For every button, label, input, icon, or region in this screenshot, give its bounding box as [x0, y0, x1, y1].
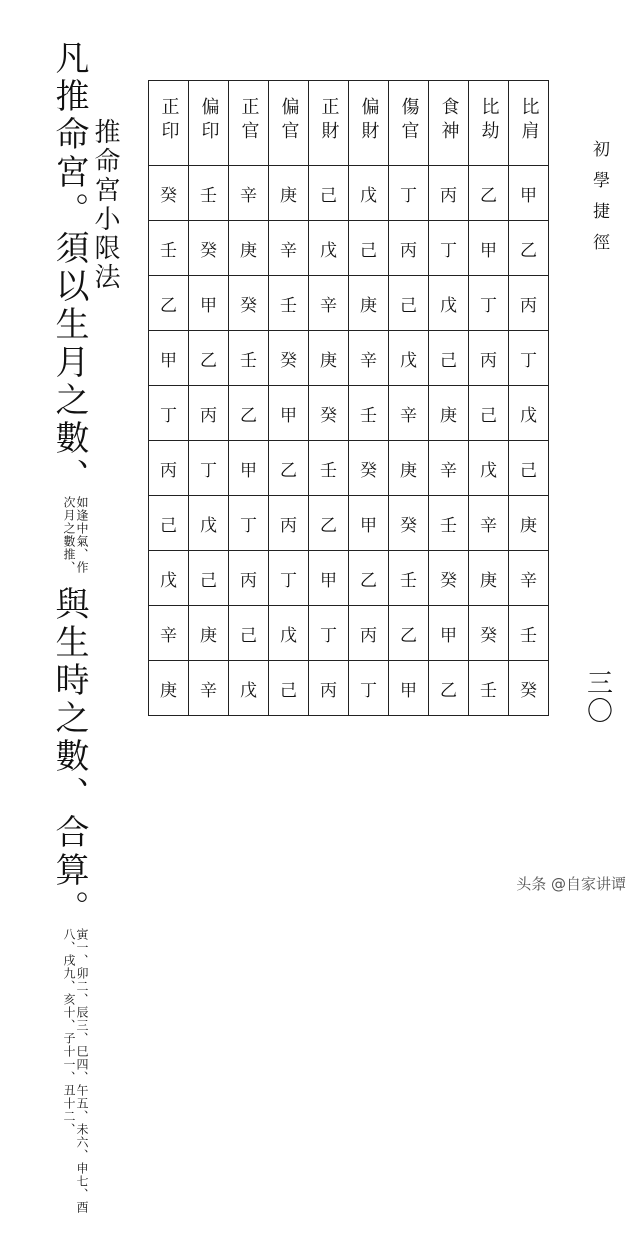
- table-cell: 甲: [389, 661, 429, 716]
- table-cell: 丁: [389, 166, 429, 221]
- table-cell: 丙: [309, 661, 349, 716]
- table-cell: 乙: [349, 551, 389, 606]
- table-cell: 辛: [149, 606, 189, 661]
- table-cell: 乙: [189, 331, 229, 386]
- table-row: [149, 166, 549, 221]
- table-cell: 丙: [429, 166, 469, 221]
- table-cell: 己: [269, 661, 309, 716]
- table-cell: 己: [189, 551, 229, 606]
- main-text-segment-2: 與生時之數、合算。: [49, 586, 89, 928]
- table-cell: 己: [469, 386, 509, 441]
- running-title: 初學捷徑: [589, 140, 609, 264]
- table-cell: 辛: [309, 276, 349, 331]
- table-cell: 丁: [149, 386, 189, 441]
- table-cell: 壬: [509, 606, 549, 661]
- table-cell: 戊: [229, 661, 269, 716]
- table-header-label: 偏財: [358, 96, 380, 145]
- table-cell: 壬: [429, 496, 469, 551]
- table-cell: 壬: [149, 221, 189, 276]
- section-heading: 推命宮小限法: [90, 118, 120, 292]
- table-cell: 庚: [149, 661, 189, 716]
- table-cell: 甲: [469, 221, 509, 276]
- table-cell: 乙: [269, 441, 309, 496]
- table-cell: 己: [229, 606, 269, 661]
- table-cell: 壬: [389, 551, 429, 606]
- table-cell: 丁: [509, 331, 549, 386]
- table-cell: 癸: [389, 496, 429, 551]
- table-cell: 辛: [189, 661, 229, 716]
- table-row: [149, 606, 549, 661]
- table-cell: 庚: [309, 331, 349, 386]
- table-cell: 丁: [349, 661, 389, 716]
- table-cell: 壬: [229, 331, 269, 386]
- table-header-cell: [429, 81, 469, 166]
- ten-gods-stem-table: [148, 80, 549, 716]
- table-cell: 乙: [509, 221, 549, 276]
- table-header-cell: [149, 81, 189, 166]
- table-header-cell: [349, 81, 389, 166]
- table-cell: 丙: [149, 441, 189, 496]
- table-cell: 甲: [509, 166, 549, 221]
- table-row: [149, 496, 549, 551]
- annotation-note-1: 如逢中氣、作次月之數推、: [62, 496, 89, 574]
- table-cell: 庚: [269, 166, 309, 221]
- table-cell: 戊: [469, 441, 509, 496]
- table-cell: 丁: [469, 276, 509, 331]
- table-cell: 辛: [469, 496, 509, 551]
- table-cell: 戊: [429, 276, 469, 331]
- table-cell: 甲: [189, 276, 229, 331]
- table-cell: 辛: [229, 166, 269, 221]
- table-row: [149, 386, 549, 441]
- table-cell: 癸: [269, 331, 309, 386]
- table-header-cell: [189, 81, 229, 166]
- table-row: [149, 221, 549, 276]
- table-header-label: 比肩: [518, 96, 540, 145]
- table-header-label: 食神: [438, 96, 460, 145]
- table-cell: 己: [349, 221, 389, 276]
- table-cell: 丙: [269, 496, 309, 551]
- table-cell: 乙: [229, 386, 269, 441]
- table-cell: 乙: [429, 661, 469, 716]
- watermark: 头条 @自家讲谭: [516, 875, 626, 893]
- table-cell: 癸: [309, 386, 349, 441]
- table-cell: 丙: [469, 331, 509, 386]
- table-cell: 丙: [349, 606, 389, 661]
- table-cell: 乙: [389, 606, 429, 661]
- table-cell: 庚: [469, 551, 509, 606]
- table-cell: 丁: [309, 606, 349, 661]
- table-cell: 壬: [189, 166, 229, 221]
- table-cell: 庚: [229, 221, 269, 276]
- table-header-row: [149, 81, 549, 166]
- table-cell: 壬: [309, 441, 349, 496]
- table-header-label: 偏官: [278, 96, 300, 145]
- table-cell: 甲: [429, 606, 469, 661]
- table-header-cell: [509, 81, 549, 166]
- table-cell: 戊: [349, 166, 389, 221]
- table-cell: 戊: [389, 331, 429, 386]
- table-cell: 丙: [229, 551, 269, 606]
- table-cell: 己: [429, 331, 469, 386]
- table-cell: 丙: [189, 386, 229, 441]
- main-text-column: [49, 40, 89, 1234]
- main-text-segment-1: 凡推命宮。須以生月之數、: [49, 40, 89, 496]
- table-cell: 己: [509, 441, 549, 496]
- table-cell: 戊: [149, 551, 189, 606]
- table-header-label: 傷官: [398, 96, 420, 145]
- table-cell: 壬: [269, 276, 309, 331]
- table-cell: 甲: [149, 331, 189, 386]
- table-cell: 丁: [269, 551, 309, 606]
- table-cell: 丙: [509, 276, 549, 331]
- table-cell: 庚: [189, 606, 229, 661]
- table-cell: 辛: [389, 386, 429, 441]
- table-cell: 戊: [269, 606, 309, 661]
- table-cell: 己: [309, 166, 349, 221]
- table-cell: 庚: [349, 276, 389, 331]
- table-cell: 癸: [509, 661, 549, 716]
- page-number: 三〇: [586, 669, 613, 727]
- table-header-cell: [469, 81, 509, 166]
- table-cell: 辛: [429, 441, 469, 496]
- table-cell: 戊: [189, 496, 229, 551]
- table-cell: 癸: [429, 551, 469, 606]
- table-cell: 庚: [429, 386, 469, 441]
- table-header-label: 比劫: [478, 96, 500, 145]
- table-cell: 乙: [469, 166, 509, 221]
- table-cell: 辛: [269, 221, 309, 276]
- table-header-cell: [309, 81, 349, 166]
- table-header-cell: [229, 81, 269, 166]
- table-header-label: 正印: [158, 96, 180, 145]
- table-cell: 丁: [229, 496, 269, 551]
- table-cell: 癸: [149, 166, 189, 221]
- table-cell: 己: [149, 496, 189, 551]
- table-header-label: 正官: [238, 96, 260, 145]
- table-row: [149, 441, 549, 496]
- table-cell: 丁: [189, 441, 229, 496]
- table-cell: 甲: [269, 386, 309, 441]
- table-cell: 癸: [349, 441, 389, 496]
- table-header-label: 偏印: [198, 96, 220, 145]
- table-cell: 乙: [149, 276, 189, 331]
- table-row: [149, 661, 549, 716]
- table-header-label: 正財: [318, 96, 340, 145]
- table-header-cell: [269, 81, 309, 166]
- table-cell: 甲: [229, 441, 269, 496]
- table-cell: 壬: [469, 661, 509, 716]
- table-cell: 甲: [309, 551, 349, 606]
- table-row: [149, 331, 549, 386]
- table-header-cell: [389, 81, 429, 166]
- table-cell: 戊: [509, 386, 549, 441]
- table-cell: 丁: [429, 221, 469, 276]
- table-cell: 戊: [309, 221, 349, 276]
- table-cell: 庚: [509, 496, 549, 551]
- table-cell: 癸: [229, 276, 269, 331]
- table-cell: 壬: [349, 386, 389, 441]
- table-row: [149, 276, 549, 331]
- table-cell: 癸: [469, 606, 509, 661]
- table-cell: 丙: [389, 221, 429, 276]
- table-cell: 乙: [309, 496, 349, 551]
- table-cell: 癸: [189, 221, 229, 276]
- table-cell: 甲: [349, 496, 389, 551]
- table-cell: 己: [389, 276, 429, 331]
- table-row: [149, 551, 549, 606]
- table-cell: 庚: [389, 441, 429, 496]
- table-cell: 辛: [509, 551, 549, 606]
- table-cell: 辛: [349, 331, 389, 386]
- annotation-note-2: 寅一、卯二、辰三、巳四、午五、未六、申七、酉八、戌九、亥十、子十一、丑十二、: [62, 928, 89, 1214]
